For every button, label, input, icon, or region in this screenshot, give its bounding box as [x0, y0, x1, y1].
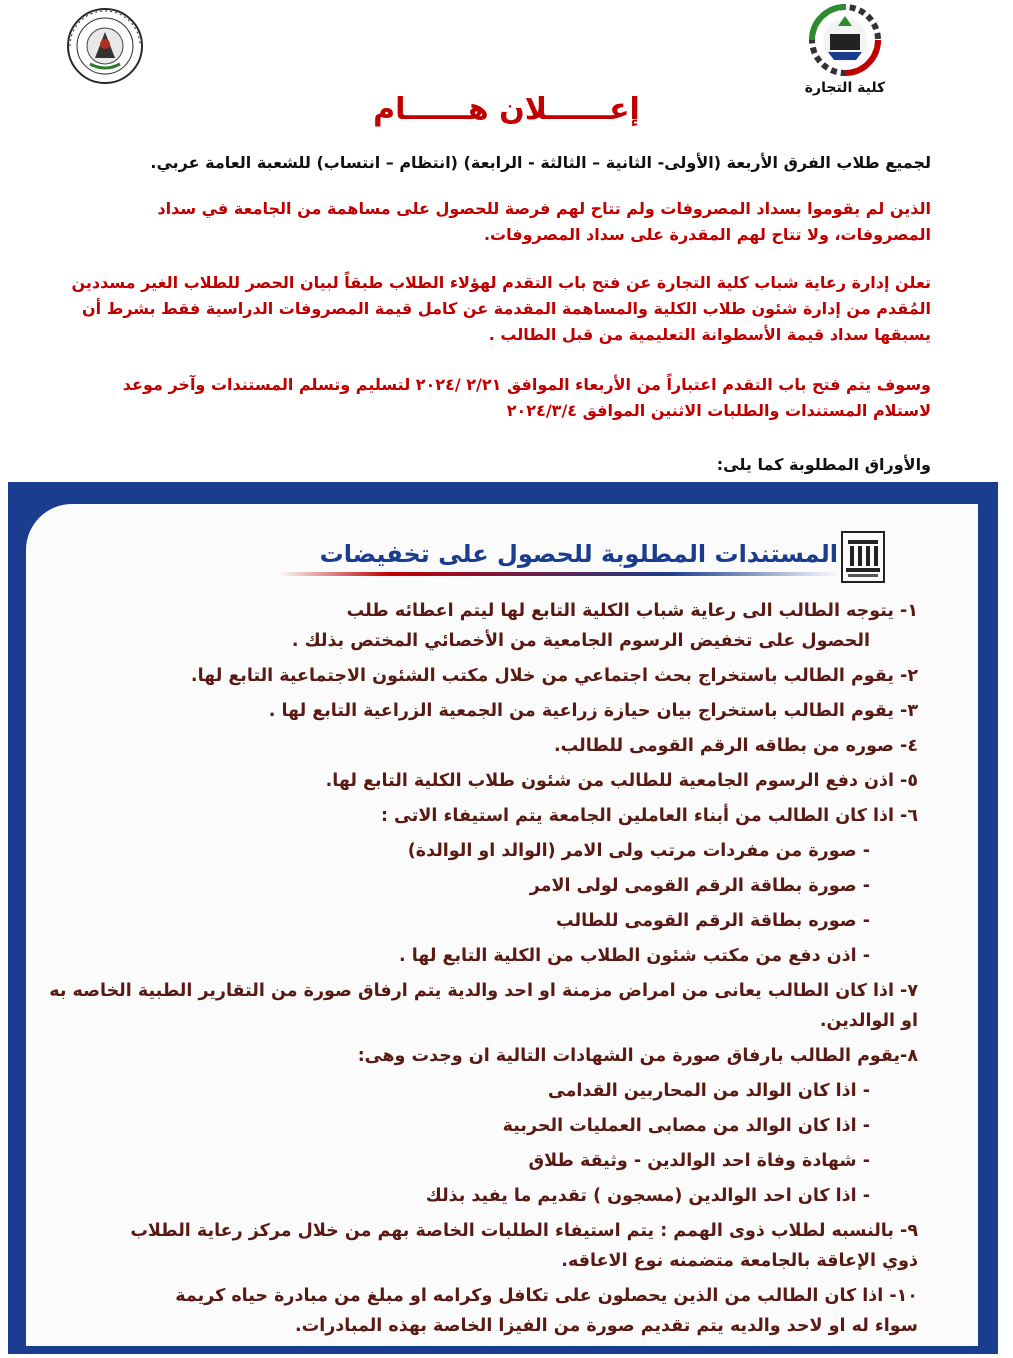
- list-item: - شهادة وفاة احد الوالدين - وثيقة طلاق: [528, 1151, 870, 1171]
- list-item: - اذا كان الوالد من مصابى العمليات الحربية: [502, 1116, 870, 1136]
- announcement-title: إعــــــلان هــــــام: [373, 92, 640, 127]
- list-item: ٧- اذا كان الطالب يعانى من امراض مزمنة او احد والدية يتم ارفاق صورة من التقارير الطبية الخاصه به او الوالدين.: [49, 981, 918, 1031]
- list-item: ١٠- اذا كان الطالب من الذين يحصلون على تكافل وكرامه او مبلغ من مبادرة حياه كريمة: [175, 1286, 918, 1306]
- flyer-header: [278, 540, 838, 590]
- list-item: ١- يتوجه الطالب الى رعاية شباب الكلية التابع لها ليتم اعطائه طلب: [346, 601, 918, 621]
- list-item: - صورة بطاقة الرقم القومى لولى الامر: [529, 876, 870, 896]
- list-item: ٣- يقوم الطالب باستخراج بيان حيازة زراعية من الجمعية الزراعية التابع لها .: [268, 701, 918, 721]
- list-item: - اذن دفع من مكتب شئون الطلاب من الكلية التابع لها .: [399, 946, 870, 966]
- paragraph-required-papers: والأوراق المطلوبة كما يلى:: [716, 455, 931, 474]
- list-item: - صورة من مفردات مرتب ولى الامر (الوالد او الوالدة): [407, 841, 870, 861]
- list-item: ٥- اذن دفع الرسوم الجامعية للطالب من شئون طلاب الكلية التابع لها.: [325, 771, 918, 791]
- required-documents-flyer: [8, 482, 998, 1354]
- list-item: ٩- بالنسبه لطلاب ذوى الهمم : يتم استيفاء الطلبات الخاصة بهم من خلال مركز رعاية الطلاب: [130, 1221, 918, 1241]
- list-item: ٦- اذا كان الطالب من أبناء العاملين الجامعة يتم استيفاء الاتى :: [380, 806, 918, 826]
- logo-caption: كلية التجارة: [804, 80, 886, 96]
- paragraph-audience: لجميع طلاب الفرق الأربعة (الأولى- الثانية – الثالثة - الرابعة) (انتظام – انتساب) للشعبة العامة عربي.: [150, 153, 931, 172]
- paragraph-eligibility: الذين لم يقوموا بسداد المصروفات ولم تتاح لهم فرصة للحصول على مساهمة من الجامعة في سداد المصروفات، ولا تتاح لهم المقدرة على سداد المصروفات.: [157, 199, 931, 244]
- list-item: ٨-يقوم الطالب بارفاق صورة من الشهادات التالية ان وجدت وهى:: [357, 1046, 918, 1066]
- flyer-panel: [26, 504, 978, 1346]
- list-item: - صوره بطاقة الرقم القومى للطالب: [555, 911, 870, 931]
- flyer-title-underline: [278, 572, 838, 576]
- faculty-of-commerce-logo: [790, 4, 900, 96]
- list-item: - اذا كان احد الوالدين (مسجون ) تقديم ما يفيد بذلك: [425, 1186, 870, 1206]
- paragraph-announcement: تعلن إدارة رعاية شباب كلية التجارة عن فتح باب التقدم لهؤلاء الطلاب طبقاً لبيان الحصر للطلاب الغير مسددين المُقدم من إدارة شئون طلاب الكلية والمساهمة المقدمة عن كامل قيمة المصروفات الدراسية فقط بشرط أن يسبقها سداد قيمة الأسطوانة التعليمية من قبل الطالب .: [71, 273, 931, 344]
- paragraph-dates: وسوف يتم فتح باب التقدم اعتباراً من الأربعاء الموافق ٢/٢١ /٢٠٢٤ لتسليم وتسلم المستندات وآخر موعد لاستلام المستندات والطلبات الاثنين الموافق ٢٠٢٤/٣/٤: [122, 375, 931, 420]
- university-seal-logo: [50, 6, 160, 86]
- list-item: ٤- صوره من بطاقه الرقم القومى للطالب.: [553, 736, 918, 756]
- list-item: - اذا كان الوالد من المحاربين القدامى: [547, 1081, 870, 1101]
- university-building-icon: [840, 530, 886, 584]
- list-item: ٢- يقوم الطالب باستخراج بحث اجتماعي من خلال مكتب الشئون الاجتماعية التابع لها.: [190, 666, 918, 686]
- list-item: سواء له او لاحد والديه يتم تقديم صورة من الفيزا الخاصة بهذه المبادرات.: [294, 1316, 918, 1336]
- documents-list: [38, 596, 918, 1346]
- list-item: الحصول على تخفيض الرسوم الجامعية من الأخصائي المختص بذلك .: [291, 631, 870, 651]
- flyer-title: المستندات المطلوبة للحصول على تخفيضات: [319, 540, 838, 568]
- list-item: ذوي الإعاقة بالجامعة متضمنه نوع الاعاقه.: [561, 1251, 918, 1271]
